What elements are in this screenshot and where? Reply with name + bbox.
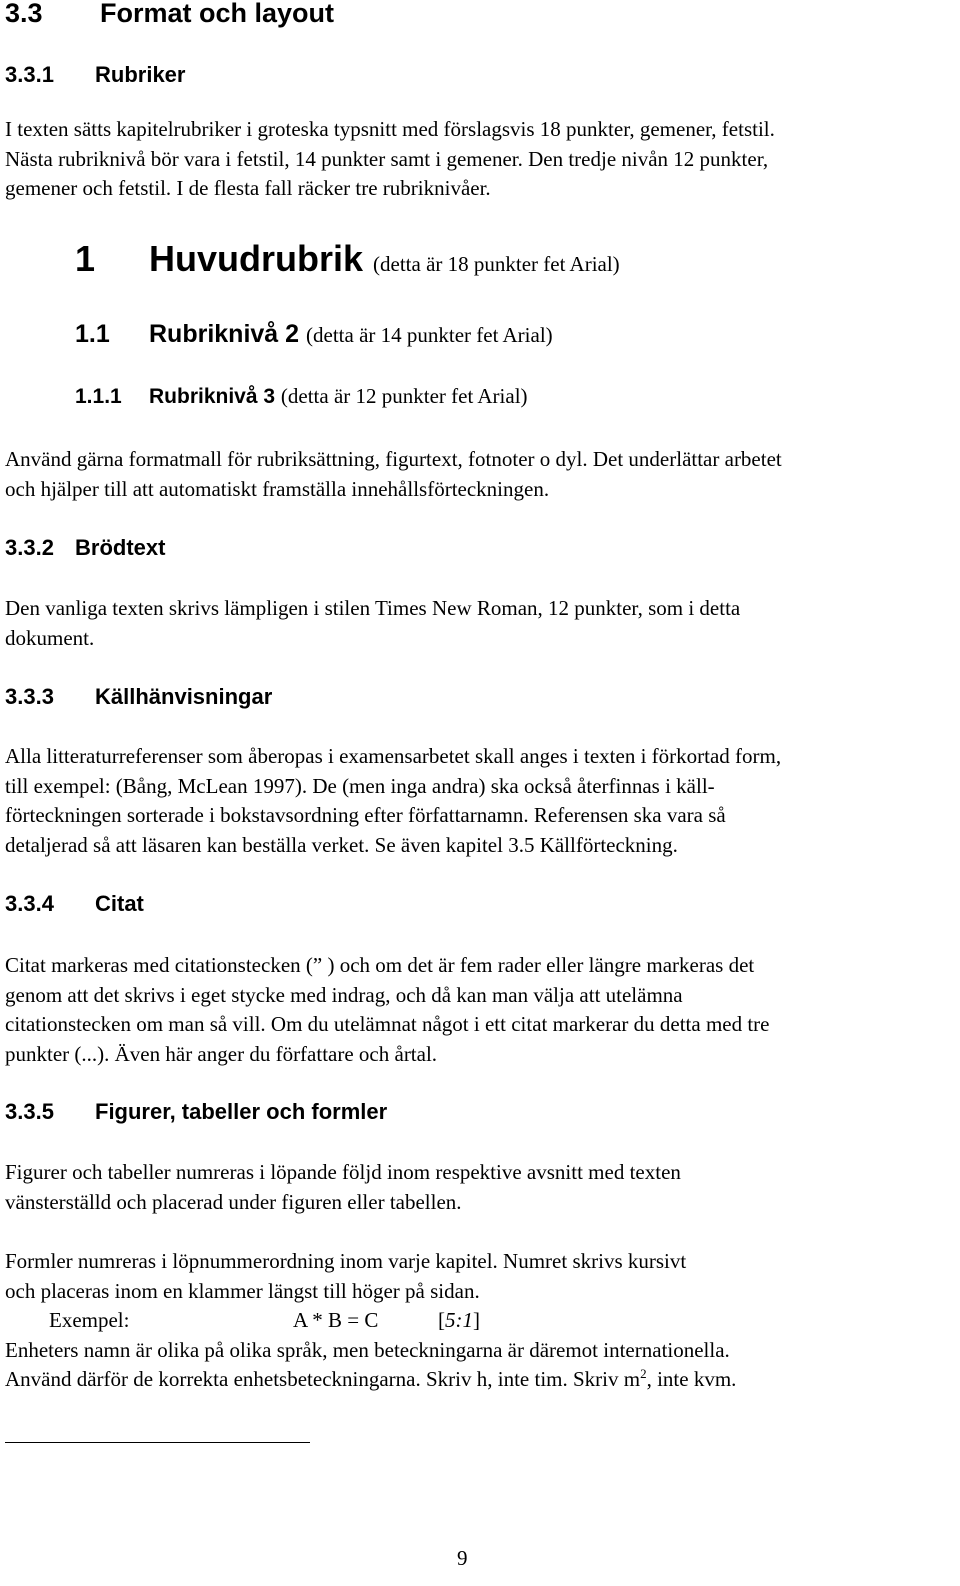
- subsection-number: 3.3.1: [5, 62, 54, 87]
- example-reference: [438, 1306, 480, 1336]
- subsection-title: Rubriker: [95, 62, 186, 87]
- text-line: Använd gärna formatmall för rubriksättning, figurtext, fotnoter o dyl. Det underlättar arbetet: [5, 447, 782, 471]
- sample-heading-title: Huvudrubrik: [149, 238, 364, 279]
- text-line: Citat markeras med citationstecken (” ) och om det är fem rader eller längre markeras det: [5, 953, 755, 977]
- text-line: dokument.: [5, 625, 95, 650]
- text-line: Enheters namn är olika på olika språk, men beteckningarna är däremot internationella.: [5, 1337, 730, 1362]
- sample-heading-level-2: [75, 320, 553, 349]
- text-line: Figurer och tabeller numreras i löpande följd inom respektive avsnitt med texten: [5, 1160, 681, 1184]
- sample-heading-note: (detta är 14 punkter fet Arial): [306, 323, 553, 347]
- reference-number: 5:1: [445, 1308, 473, 1332]
- page-number: 9: [457, 1546, 468, 1570]
- reference-bracket-open: [: [438, 1308, 445, 1332]
- text-line-units: [5, 1365, 736, 1395]
- sample-heading-level-3: [75, 384, 528, 409]
- text-line: förteckningen sorterade i bokstavsordning efter författarnamn. Referensen ska vara så: [5, 803, 726, 827]
- subsection-number: 3.3.2: [5, 535, 54, 560]
- subsection-title: Källhänvisningar: [95, 684, 273, 709]
- text-line: Nästa rubriknivå bör vara i fetstil, 14 punkter samt i gemener. Den tredje nivån 12 punkter,: [5, 146, 769, 171]
- sample-heading-title: Rubriknivå 2: [149, 320, 300, 348]
- subsection-heading-rubriker: [5, 62, 185, 88]
- text-line: och placeras inom en klammer längst till höger på sidan.: [5, 1278, 480, 1303]
- subsection-heading-brodtext: [5, 535, 165, 561]
- sample-heading-level-1: [75, 238, 620, 280]
- text-line: punkter (...). Även här anger du författare och årtal.: [5, 1041, 438, 1066]
- subsection-number: 3.3.3: [5, 684, 54, 709]
- sample-heading-note: (detta är 12 punkter fet Arial): [280, 384, 528, 408]
- text-line: gemener och fetstil. I de flesta fall räcker tre rubriknivåer.: [5, 176, 491, 200]
- paragraph-citat: [5, 951, 770, 1069]
- sample-heading-number: 1.1.1: [75, 385, 122, 408]
- subsection-title: Figurer, tabeller och formler: [95, 1099, 388, 1124]
- text-fragment: , inte kvm.: [646, 1367, 737, 1391]
- section-number: 3.3: [5, 0, 43, 28]
- reference-bracket-close: ]: [473, 1308, 480, 1332]
- text-line: genom att det skrivs i eget stycke med indrag, och då kan man välja att utelämna: [5, 982, 683, 1007]
- text-line: citationstecken om man så vill. Om du utelämnat något i ett citat markerar du detta med tre: [5, 1012, 770, 1036]
- subsection-heading-figurer: [5, 1099, 387, 1125]
- section-heading: [5, 0, 334, 29]
- text-line: Alla litteraturreferenser som åberopas i examensarbetet skall anges i texten i förkortad form,: [5, 744, 782, 768]
- paragraph-formler: [5, 1247, 736, 1395]
- paragraph-brodtext: [5, 594, 740, 653]
- example-formula: A * B = C: [293, 1308, 379, 1332]
- text-line: vänsterställd och placerad under figuren eller tabellen.: [5, 1189, 462, 1214]
- text-line: till exempel: (Bång, McLean 1997). De (men inga andra) ska också återfinnas i käll-: [5, 773, 715, 798]
- superscript: 2: [640, 1366, 647, 1381]
- text-line: detaljerad så att läsaren kan beställa verket. Se även kapitel 3.5 Källförteckning.: [5, 832, 678, 857]
- subsection-number: 3.3.4: [5, 891, 54, 916]
- sample-heading-number: 1: [75, 238, 96, 279]
- example-label: Exempel:: [49, 1308, 130, 1332]
- paragraph-kallhanvisningar: [5, 742, 781, 860]
- sample-heading-number: 1.1: [75, 320, 110, 348]
- subsection-heading-kallhanvisningar: [5, 684, 272, 710]
- subsection-title: Citat: [95, 891, 144, 916]
- paragraph-formatmall: [5, 445, 782, 504]
- subsection-title: Brödtext: [75, 535, 166, 560]
- subsection-number: 3.3.5: [5, 1099, 54, 1124]
- formula-example: [5, 1306, 736, 1336]
- sample-heading-title: Rubriknivå 3: [149, 385, 276, 408]
- text-line: Formler numreras i löpnummerordning inom varje kapitel. Numret skrivs kursivt: [5, 1249, 687, 1273]
- sample-heading-note: (detta är 18 punkter fet Arial): [373, 252, 620, 276]
- text-line: och hjälper till att automatiskt framställa innehållsförteckningen.: [5, 476, 550, 501]
- text-fragment: Använd därför de korrekta enhetsbeteckningarna. Skriv h, inte tim. Skriv m: [5, 1367, 641, 1391]
- subsection-heading-citat: [5, 891, 144, 917]
- text-line: I texten sätts kapitelrubriker i groteska typsnitt med förslagsvis 18 punkter, gemener, fetstil.: [5, 117, 775, 141]
- footnote-separator: [5, 1442, 310, 1443]
- section-title: Format och layout: [100, 0, 335, 28]
- paragraph-figurer: [5, 1158, 681, 1217]
- text-line: Den vanliga texten skrivs lämpligen i stilen Times New Roman, 12 punkter, som i detta: [5, 596, 741, 620]
- paragraph-rubriker: [5, 115, 775, 204]
